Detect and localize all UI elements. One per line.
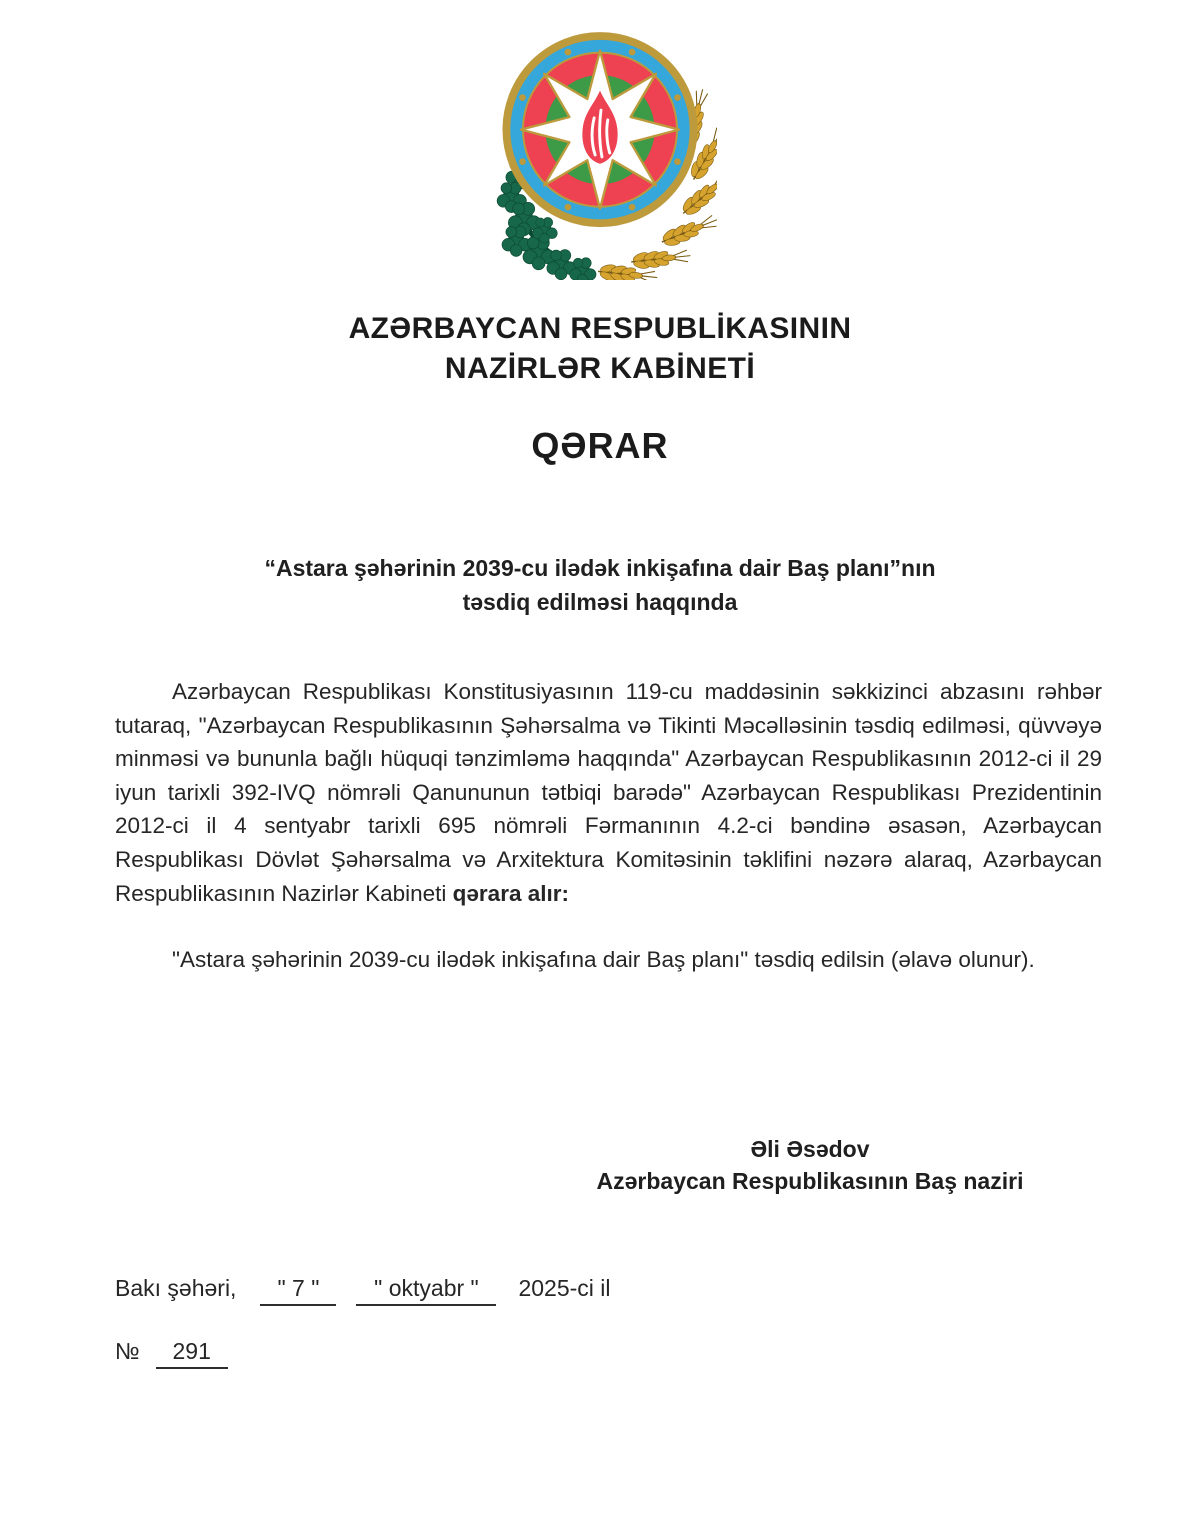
signer-name: Əli Əsədov (750, 1135, 870, 1162)
document-type-heading: QƏRAR (531, 425, 669, 466)
decree-title (0, 551, 1200, 619)
paragraph-1-text: Azərbaycan Respublikası Konstitusiyasının 119-cu maddəsinin səkkizinci abzasını rəhbər tutaraq, "Azərbaycan Respublikasının Şəhərsalma və Tikinti Məcəlləsinin təsdiq edilməsi, qüvvəyə minməsi və bununla bağlı hüquqi tənzimləmə haqqında" Azərbaycan Respublikasının 2012-ci il 29 iyun tarixli 392-IVQ nömrəli Qanununun tətbiqi barədə" Azərbaycan Respublikası Prezidentinin 2012-ci il 4 sentyabr tarixli 695 nömrəli Fərmanının 4.2-ci bəndinə əsasən, Azərbaycan Respublikası Dövlət Şəhərsalma və Arxitektura Komitəsinin təklifini nəzərə alaraq, Azərbaycan Respublikasının Nazirlər Kabineti (115, 679, 1102, 906)
signature-block (530, 1133, 1090, 1197)
number-line (115, 1336, 1200, 1369)
year-label: 2025-ci il (518, 1274, 611, 1301)
body-paragraph-2: "Astara şəhərinin 2039-cu ilədək inkişafına dair Baş planı" təsdiq edilsin (əlavə olunur). (172, 947, 1035, 973)
day-blank: " 7 " (260, 1273, 336, 1306)
signer-title: Azərbaycan Respublikasının Baş naziri (596, 1167, 1024, 1194)
org-line-1: AZƏRBAYCAN RESPUBLİKASININ (348, 312, 852, 345)
place-label: Bakı şəhəri, (115, 1274, 237, 1301)
body-paragraph-1 (115, 675, 1102, 910)
decree-title-line-1: “Astara şəhərinin 2039-cu ilədək inkişafına dair Baş planı”nın (264, 555, 936, 581)
emblem-container (0, 0, 1200, 285)
shield (506, 36, 693, 223)
number-label: № (115, 1337, 140, 1364)
organization-heading (0, 309, 1200, 389)
decree-body (115, 675, 1102, 977)
month-blank: " oktyabr " (356, 1273, 496, 1306)
number-blank: 291 (156, 1336, 228, 1369)
decree-title-line-2: təsdiq edilməsi haqqında (462, 589, 738, 615)
org-line-2: NAZİRLƏR KABİNETİ (444, 352, 756, 385)
azerbaijan-coat-of-arms-icon (483, 28, 717, 280)
paragraph-1-bold: qərara alır: (452, 880, 569, 906)
date-line (115, 1273, 1200, 1306)
